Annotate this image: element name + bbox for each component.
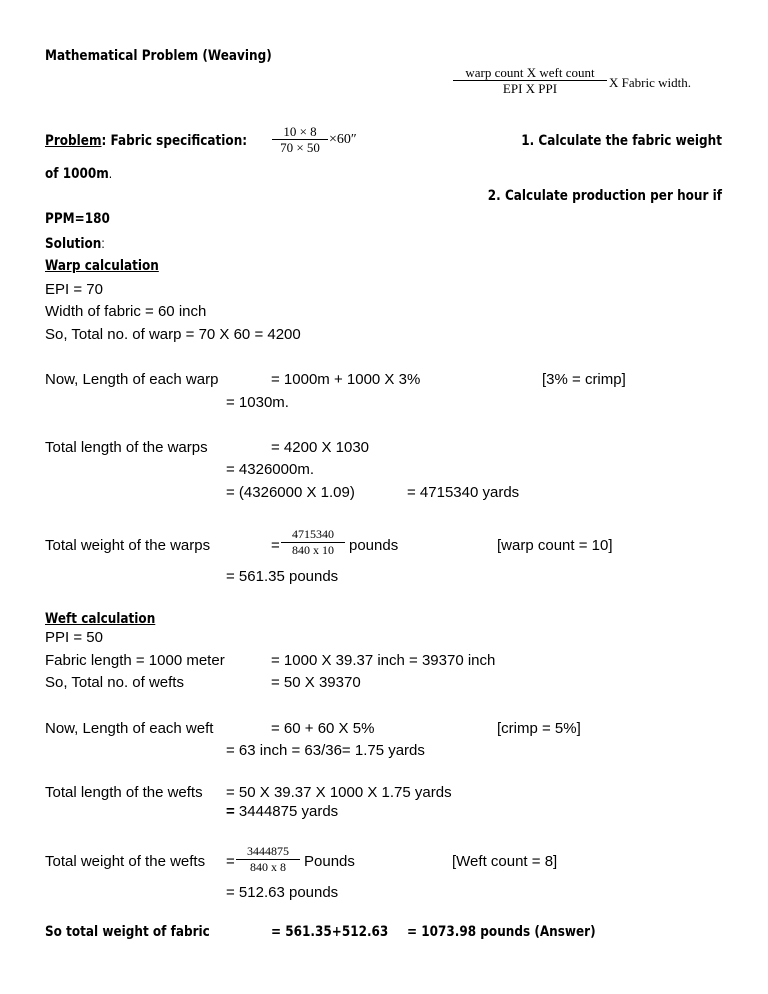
weft-fabric-length-equation: = 1000 X 39.37 inch = 39370 inch [271,652,496,669]
problem-statement [45,132,247,150]
weft-total-length-result [226,803,338,821]
weft-weight-result: = 512.63 pounds [226,884,339,901]
page-title: Mathematical Problem (Weaving) [45,48,272,64]
weft-ppi: PPI = 50 [45,629,103,646]
solution-colon: : [101,235,105,251]
weft-heading: Weft calculation [45,611,156,627]
formula-suffix: X Fabric width. [609,75,691,90]
spec-fraction [272,124,328,155]
spec-denominator: 70 × 50 [280,140,320,155]
warp-weight-result: = 561.35 pounds [226,568,339,585]
formula-numerator: warp count X weft count [465,65,595,80]
problem-spec-label: : Fabric specification: [101,133,248,149]
warp-weight-denominator: 840 x 10 [292,543,334,557]
warp-count-note: [warp count = 10] [497,537,613,554]
solution-label: Solution [45,236,102,252]
weft-weight-fraction [236,844,300,875]
warp-weight-fraction [281,527,345,558]
weft-total-count-equation: = 50 X 39370 [271,674,361,691]
task-1-line-2 [45,164,112,183]
warp-crimp-note: [3% = crimp] [542,371,626,388]
warp-length-label: Now, Length of each warp [45,371,219,388]
weft-length-equation: = 60 + 60 X 5% [271,720,375,737]
task-1-line-1: 1. Calculate the fabric weight [521,133,722,149]
weft-total-length-equals: = [226,803,235,820]
task-1-period: . [108,165,113,181]
task-1-target: of 1000m [45,166,109,182]
weft-weight-denominator: 840 x 8 [250,860,286,874]
problem-label: Problem [45,133,102,149]
weft-weight-unit: Pounds [304,853,355,870]
weft-length-label: Now, Length of each weft [45,720,214,737]
spec-numerator: 10 × 8 [283,124,317,139]
weft-total-length-yards: 3444875 yards [234,803,339,820]
weft-weight-label: Total weight of the wefts [45,853,206,870]
task-2-line-1: 2. Calculate production per hour if [487,188,722,204]
warp-total-length-yards: = 4715340 yards [407,484,520,501]
warp-epi: EPI = 70 [45,281,103,298]
warp-fabric-width: Width of fabric = 60 inch [45,303,207,320]
weft-total-length-equation: = 50 X 39.37 X 1000 X 1.75 yards [226,784,452,801]
warp-total-length-equation: = 4200 X 1030 [271,439,370,456]
warp-heading: Warp calculation [45,258,159,274]
total-answer: = 1073.98 pounds (Answer) [407,924,596,940]
weft-weight-numerator: 3444875 [247,844,289,858]
weft-count-note: [Weft count = 8] [452,853,558,870]
weft-total-length-label: Total length of the wefts [45,784,203,801]
warp-total-length-conversion: = (4326000 X 1.09) [226,484,355,501]
warp-length-equation: = 1000m + 1000 X 3% [271,371,421,388]
weft-fabric-length-label: Fabric length = 1000 meter [45,652,225,669]
warp-weight-equals: = [271,537,280,554]
spec-suffix: ×60″ [329,132,357,147]
task-2-line-2: PPM=180 [45,211,110,227]
weft-total-count-label: So, Total no. of wefts [45,674,184,691]
warp-length-result: = 1030m. [226,394,289,411]
weft-crimp-note: [crimp = 5%] [497,720,581,737]
solution-heading [45,234,105,253]
weft-weight-equals: = [226,853,235,870]
warp-total-count: So, Total no. of warp = 70 X 60 = 4200 [45,326,301,343]
weft-length-result: = 63 inch = 63/36= 1.75 yards [226,742,425,759]
warp-weight-label: Total weight of the warps [45,537,211,554]
warp-weight-numerator: 4715340 [292,527,334,541]
warp-total-length-label: Total length of the warps [45,439,208,456]
formula-fraction [453,65,607,96]
formula-denominator: EPI X PPI [502,81,558,96]
warp-weight-unit: pounds [349,537,399,554]
total-label: So total weight of fabric [45,924,210,940]
total-equation: = 561.35+512.63 [271,924,389,940]
warp-total-length-meters: = 4326000m. [226,461,314,478]
